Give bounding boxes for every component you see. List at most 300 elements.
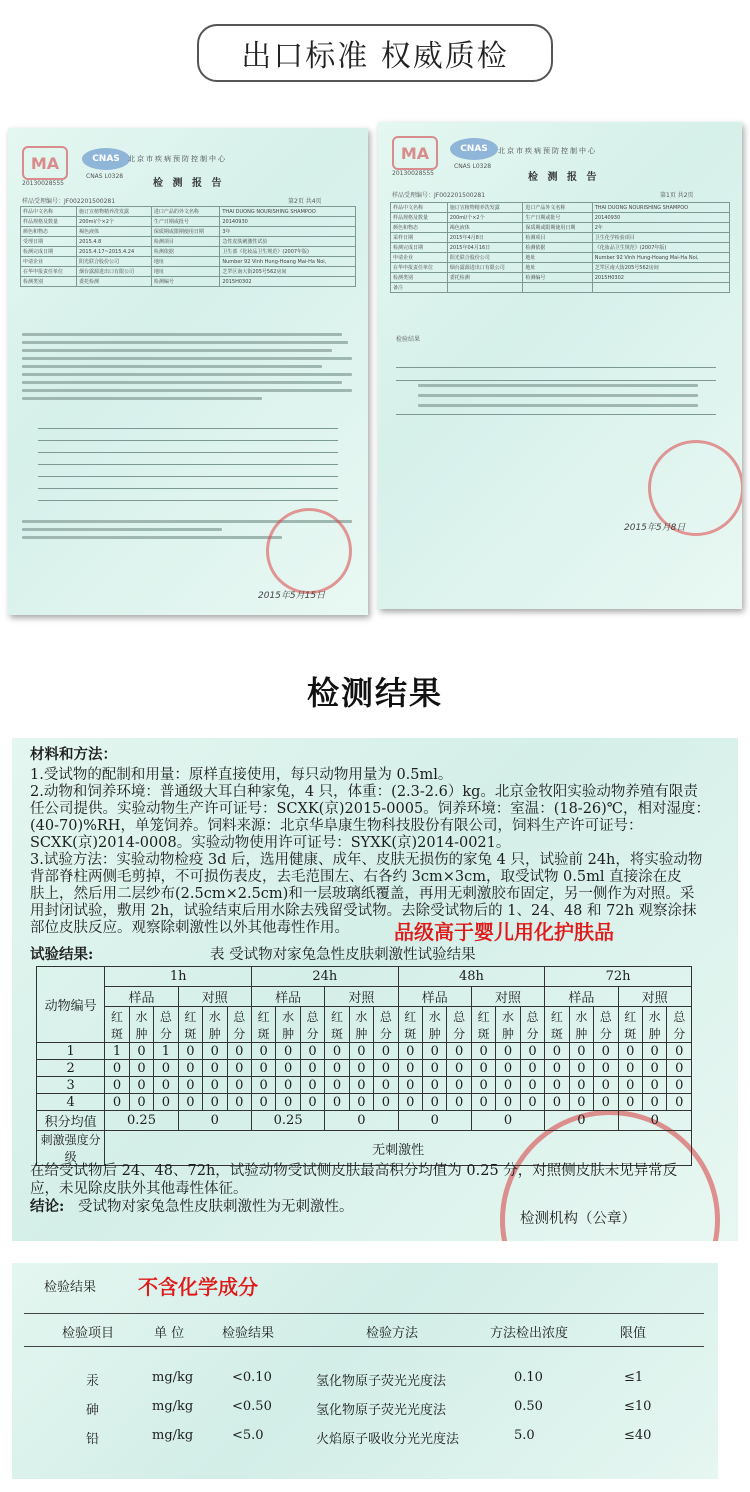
score-cell: 0	[642, 1043, 666, 1060]
info-cell: 烟台露源进出口有限公司	[447, 263, 523, 273]
conclusion-line-1: 在给受试物后 24、48、72h，试验动物受试侧皮肤最高积分均值为 0.25 分，对照侧皮肤未见异常反	[30, 1163, 678, 1179]
highlight-text-2: 不含化学成分	[138, 1275, 258, 1299]
info-cell: 进口产品外文名称	[523, 203, 592, 213]
score-cell: 0	[398, 1094, 422, 1111]
info-cell: 备注	[391, 283, 448, 293]
info-cell: 地址	[523, 263, 592, 273]
cert-code: 20130028555	[22, 180, 64, 187]
info-cell: 委托检测	[447, 273, 523, 283]
score-cell: 0	[496, 1094, 520, 1111]
info-cell: 2015.4.8	[77, 237, 152, 247]
info-cell: 2015年4月8日	[447, 233, 523, 243]
result-cell: mg/kg	[152, 1428, 194, 1443]
info-cell: 颜色和物态	[21, 227, 77, 237]
score-cell: 0	[300, 1043, 324, 1060]
method-line: 部位皮肤反应。观察除刺激性以外其他毒性作用。	[30, 920, 349, 936]
score-cell: 0	[251, 1094, 275, 1111]
score-cell: 0	[154, 1060, 178, 1077]
report-image-left	[8, 128, 368, 615]
col-header: 总分	[667, 1007, 692, 1043]
score-cell: 0	[374, 1060, 398, 1077]
result-col-header: 单 位	[154, 1326, 185, 1341]
score-cell: 0	[276, 1043, 300, 1060]
info-cell: 在华申报责任单位	[21, 267, 77, 277]
score-cell: 0	[325, 1043, 349, 1060]
avg-cell: 0	[325, 1111, 398, 1131]
col-header: 红斑	[471, 1007, 495, 1043]
section-title: 检测结果	[306, 674, 443, 712]
score-cell: 0	[618, 1060, 642, 1077]
org-name: 北京市疾病预防控制中心	[498, 147, 597, 155]
table-row	[37, 1094, 692, 1111]
page-no: 第2页 共4页	[288, 198, 322, 205]
result-col-header: 限值	[620, 1326, 647, 1341]
info-cell: 褐色液体	[77, 227, 152, 237]
score-cell: 0	[569, 1077, 593, 1094]
grade-value: 无刺激性	[105, 1131, 692, 1166]
result-col-header: 检验方法	[366, 1326, 419, 1341]
materials-heading: 材料和方法：	[30, 746, 117, 763]
score-cell: 0	[569, 1043, 593, 1060]
score-cell: 0	[129, 1060, 153, 1077]
bottom-label: 检验结果	[44, 1280, 97, 1295]
score-cell: 0	[349, 1077, 373, 1094]
score-cell: 0	[203, 1060, 227, 1077]
score-cell: 0	[594, 1043, 618, 1060]
score-cell: 0	[178, 1060, 202, 1077]
cnas-logo: CNAS	[82, 148, 130, 170]
group-header: 样品	[398, 987, 471, 1007]
info-cell: 2015年04月16日	[447, 243, 523, 253]
info-cell: 3年	[220, 227, 356, 237]
group-header: 对照	[178, 987, 251, 1007]
score-cell: 0	[276, 1060, 300, 1077]
score-cell: 0	[642, 1077, 666, 1094]
score-cell: 0	[423, 1043, 447, 1060]
info-cell: 褐色液体	[447, 223, 523, 233]
score-cell: 0	[129, 1077, 153, 1094]
info-cell: 烟台露源进出口有限公司	[77, 267, 152, 277]
score-cell: 0	[349, 1094, 373, 1111]
score-cell: 0	[374, 1043, 398, 1060]
info-cell: 在华申报责任单位	[391, 263, 448, 273]
score-cell: 0	[374, 1077, 398, 1094]
score-cell: 0	[276, 1077, 300, 1094]
animal-id: 4	[37, 1094, 105, 1111]
info-cell: 地址	[151, 257, 220, 267]
info-cell: 生产日期或批号	[151, 217, 220, 227]
time-header: 1h	[105, 967, 252, 987]
info-table	[390, 202, 730, 293]
info-cell: 卫生化学检验项目	[592, 233, 729, 243]
info-cell: Number 92 Vinh Hung-Hoang Mai-Ha Noi,	[220, 257, 356, 267]
info-cell: 2015H0302	[592, 273, 729, 283]
highlight-text: 品级高于婴儿用化护肤品	[394, 920, 614, 944]
result-cell: mg/kg	[152, 1399, 194, 1414]
info-cell: 检测类别	[21, 277, 77, 287]
info-cell: 施订宣植物精养洗发露	[77, 207, 152, 217]
animal-id: 3	[37, 1077, 105, 1094]
group-header: 样品	[251, 987, 324, 1007]
time-header: 72h	[545, 967, 692, 987]
info-cell: 检测完成日期	[21, 247, 77, 257]
method-line: SCXK(京)2014-0008。实验动物使用许可证号：SYXK(京)2014-0021。	[30, 835, 511, 851]
score-cell: 0	[203, 1094, 227, 1111]
score-cell: 0	[520, 1094, 544, 1111]
result-cell: ≤40	[624, 1428, 652, 1443]
method-line: 1.受试物的配制和用量：原样直接使用，每只动物用量为 0.5ml。	[30, 767, 453, 783]
animal-id: 2	[37, 1060, 105, 1077]
score-cell: 0	[667, 1060, 692, 1077]
info-cell: 检测依据	[151, 247, 220, 257]
score-cell: 0	[618, 1077, 642, 1094]
info-cell: 申请企业	[21, 257, 77, 267]
info-cell: 检测完成日期	[391, 243, 448, 253]
sample-no: 样品受理编号：JF002201500281	[392, 192, 486, 199]
score-cell: 0	[154, 1077, 178, 1094]
score-cell: 0	[545, 1043, 569, 1060]
score-cell: 0	[447, 1077, 471, 1094]
cnas-logo: CNAS	[450, 138, 498, 160]
sample-no: 样品受理编号：JF002201500281	[22, 198, 116, 205]
info-cell: 施订宣植物精养洗发露	[447, 203, 523, 213]
group-header: 样品	[545, 987, 618, 1007]
info-cell: THAI DUONG NOURISHING SHAMPOO	[592, 203, 729, 213]
info-cell: 芝罘区南大街205号562房间	[220, 267, 356, 277]
col-header: 红斑	[325, 1007, 349, 1043]
score-cell: 0	[251, 1060, 275, 1077]
ma-logo: MA	[22, 146, 68, 180]
red-seal	[266, 508, 352, 594]
irritation-table	[36, 966, 692, 1166]
info-row	[21, 217, 356, 227]
group-header: 对照	[471, 987, 544, 1007]
method-line: 用封闭试验，敷用 2h，试验结束后用水除去残留受试物。去除受试物后的 1、24、48 和 72h 观察涂抹	[30, 903, 697, 919]
score-cell: 0	[569, 1094, 593, 1111]
col-header: 总分	[300, 1007, 324, 1043]
info-cell: 阳光联合股份公司	[77, 257, 152, 267]
result-cell: 0.50	[514, 1399, 543, 1414]
info-cell: 采样日期	[391, 233, 448, 243]
animal-header: 动物编号	[37, 967, 105, 1043]
score-cell: 0	[471, 1060, 495, 1077]
info-cell	[592, 283, 729, 293]
score-cell: 0	[642, 1094, 666, 1111]
result-cell: 0.10	[514, 1370, 543, 1385]
score-cell: 0	[545, 1094, 569, 1111]
org-seal-label: 检测机构（公章）	[520, 1211, 636, 1227]
score-cell: 0	[520, 1077, 544, 1094]
score-cell: 0	[423, 1094, 447, 1111]
method-line: 肤上，然后用二层纱布(2.5cm×2.5cm)和一层玻璃纸覆盖，再用无刺激胶布固定，另一侧作为对照。采	[30, 886, 695, 902]
info-cell: 20140930	[592, 213, 729, 223]
method-line: 3.试验方法：实验动物检疫 3d 后，选用健康、成年、皮肤无损伤的家兔 4 只，试验前 24h，将实验动物	[30, 852, 703, 868]
cnas-code: CNAS L0328	[86, 173, 124, 180]
score-cell: 0	[349, 1060, 373, 1077]
method-line: 2.动物和饲养环境：普通级大耳白种家兔，4 只，体重：(2.3-2.6）kg。北京金牧阳实验动物养殖有限责	[30, 784, 698, 800]
score-cell: 0	[178, 1077, 202, 1094]
avg-cell: 0	[178, 1111, 251, 1131]
info-cell: 受理日期	[21, 237, 77, 247]
report-date: 2015年5月15日	[258, 591, 326, 601]
info-cell: 卫生部《化妆品卫生规范》(2007年版)	[220, 247, 356, 257]
info-table	[20, 206, 356, 287]
info-row	[21, 207, 356, 217]
score-cell: 0	[667, 1094, 692, 1111]
col-header: 总分	[227, 1007, 251, 1043]
score-cell: 0	[300, 1077, 324, 1094]
result-col-header: 检验结果	[222, 1326, 275, 1341]
score-cell: 0	[569, 1060, 593, 1077]
result-cell: <0.10	[232, 1370, 272, 1385]
result-col-header: 方法检出浓度	[490, 1326, 569, 1341]
score-cell: 0	[227, 1094, 251, 1111]
info-cell: 样品中文名称	[391, 203, 448, 213]
score-cell: 0	[520, 1060, 544, 1077]
info-cell: 200ml/个×2个	[77, 217, 152, 227]
info-cell: 委托检测	[77, 277, 152, 287]
report-image-right	[378, 122, 742, 609]
info-cell: 2015.4.17~2015.4.24	[77, 247, 152, 257]
info-cell: 保质期或限期使用日期	[523, 223, 592, 233]
info-cell: 生产日期或批号	[523, 213, 592, 223]
col-header: 水肿	[276, 1007, 300, 1043]
score-cell: 0	[251, 1043, 275, 1060]
col-header: 水肿	[642, 1007, 666, 1043]
score-cell: 0	[325, 1094, 349, 1111]
col-header: 水肿	[496, 1007, 520, 1043]
score-cell: 0	[300, 1060, 324, 1077]
score-cell: 0	[154, 1094, 178, 1111]
info-cell: THAI DUONG NOURISHING SHAMPOO	[220, 207, 356, 217]
animal-id: 1	[37, 1043, 105, 1060]
score-cell: 0	[471, 1043, 495, 1060]
result-cell: ≤1	[624, 1370, 644, 1385]
col-header: 水肿	[423, 1007, 447, 1043]
info-row	[21, 257, 356, 267]
page-no: 第1页 共2页	[660, 192, 694, 199]
table-row	[37, 1043, 692, 1060]
info-cell: 200ml/个×2个	[447, 213, 523, 223]
conclusion-line-2: 应，未见除皮肤外其他毒性体征。	[30, 1181, 248, 1197]
report-title: 检 测 报 告	[153, 178, 225, 189]
score-cell: 0	[594, 1094, 618, 1111]
info-cell: 2015H0302	[220, 277, 356, 287]
info-row	[21, 227, 356, 237]
col-header: 红斑	[618, 1007, 642, 1043]
score-cell: 0	[447, 1060, 471, 1077]
info-cell: 申请企业	[391, 253, 448, 263]
col-header: 红斑	[545, 1007, 569, 1043]
ma-logo: MA	[392, 136, 438, 170]
info-cell: 检测编号	[523, 273, 592, 283]
score-cell: 0	[642, 1060, 666, 1077]
score-cell: 0	[178, 1094, 202, 1111]
grade-label: 刺激强度分级	[37, 1131, 105, 1166]
col-header: 总分	[520, 1007, 544, 1043]
result-cell: ≤10	[624, 1399, 652, 1414]
info-row	[391, 273, 730, 283]
score-cell: 1	[154, 1043, 178, 1060]
report-date: 2015年5月8日	[624, 523, 686, 533]
info-cell: 阳光联合股份公司	[447, 253, 523, 263]
col-header: 水肿	[203, 1007, 227, 1043]
col-header: 水肿	[349, 1007, 373, 1043]
info-cell: 保质期或限期使用日期	[151, 227, 220, 237]
result-cell: 氢化物原子荧光光度法	[316, 1374, 447, 1389]
score-cell: 0	[105, 1060, 129, 1077]
conclusion-label: 结论:	[30, 1198, 65, 1215]
info-cell: 样品规格及数量	[391, 213, 448, 223]
result-label: 检验结果	[396, 336, 421, 343]
info-cell: 样品规格及数量	[21, 217, 77, 227]
info-row	[391, 233, 730, 243]
info-row	[21, 247, 356, 257]
info-row	[391, 203, 730, 213]
score-cell: 0	[423, 1060, 447, 1077]
info-cell: 20140930	[220, 217, 356, 227]
info-cell: 芝罘区南大街205号562房间	[592, 263, 729, 273]
score-cell: 0	[325, 1060, 349, 1077]
col-header: 水肿	[129, 1007, 153, 1043]
report-title: 检 测 报 告	[528, 172, 600, 183]
score-cell: 0	[203, 1077, 227, 1094]
info-cell: 检测项目	[151, 237, 220, 247]
info-cell: 检测编号	[151, 277, 220, 287]
info-row	[391, 283, 730, 293]
conclusion-text: 受试物对家兔急性皮肤刺激性为无刺激性。	[78, 1199, 354, 1215]
result-cell: 砷	[86, 1403, 100, 1418]
col-header: 总分	[154, 1007, 178, 1043]
method-line: 背部脊柱两侧毛剪掉，不可损伤表皮，去毛范围左、右各约 3cm×3cm，取受试物 0.5ml 直接涂在皮	[30, 869, 682, 885]
result-heading: 试验结果:	[30, 946, 94, 963]
score-cell: 0	[594, 1060, 618, 1077]
avg-cell: 0	[398, 1111, 471, 1131]
info-cell: 检测类别	[391, 273, 448, 283]
table-row	[37, 1060, 692, 1077]
score-cell: 0	[325, 1077, 349, 1094]
method-line: 任公司提供。实验动物生产许可证号：SCXK(京)2015-0005。饲养环境：室温：(18-26)℃，相对湿度：	[30, 801, 711, 817]
info-row	[391, 223, 730, 233]
info-cell: 地址	[523, 253, 592, 263]
cnas-code: CNAS L0328	[454, 163, 492, 170]
avg-cell: 0.25	[251, 1111, 324, 1131]
score-cell: 0	[471, 1077, 495, 1094]
result-col-header: 检验项目	[62, 1326, 115, 1341]
info-row	[21, 267, 356, 277]
score-cell: 0	[251, 1077, 275, 1094]
info-cell: 检测依据	[523, 243, 592, 253]
result-cell: 火焰原子吸收分光光度法	[316, 1432, 460, 1447]
score-cell: 0	[496, 1043, 520, 1060]
info-cell: 地址	[151, 267, 220, 277]
time-header: 48h	[398, 967, 545, 987]
group-header: 对照	[325, 987, 398, 1007]
table-row	[37, 1077, 692, 1094]
info-row	[21, 277, 356, 287]
score-cell: 0	[667, 1043, 692, 1060]
header-title: 出口标准 权威质检	[197, 24, 553, 82]
info-cell: Number 92 Vinh Hung-Hoang Mai-Ha Noi,	[592, 253, 729, 263]
col-header: 总分	[594, 1007, 618, 1043]
info-row	[21, 237, 356, 247]
result-cell: mg/kg	[152, 1370, 194, 1385]
avg-cell: 0.25	[105, 1111, 178, 1131]
score-cell: 0	[398, 1043, 422, 1060]
score-cell: 0	[447, 1094, 471, 1111]
info-cell: 颜色和物态	[391, 223, 448, 233]
score-cell: 0	[105, 1077, 129, 1094]
table-caption: 表 受试物对家兔急性皮肤刺激性试验结果	[210, 947, 476, 963]
score-cell: 0	[203, 1043, 227, 1060]
score-cell: 0	[398, 1060, 422, 1077]
col-header: 水肿	[569, 1007, 593, 1043]
col-header: 红斑	[178, 1007, 202, 1043]
score-cell: 0	[496, 1077, 520, 1094]
score-cell: 0	[618, 1094, 642, 1111]
time-header: 24h	[251, 967, 398, 987]
col-header: 红斑	[398, 1007, 422, 1043]
score-cell: 0	[227, 1043, 251, 1060]
score-cell: 0	[105, 1094, 129, 1111]
col-header: 红斑	[105, 1007, 129, 1043]
info-cell: 急性皮肤刺激性试验	[220, 237, 356, 247]
info-cell: 检测项目	[523, 233, 592, 243]
cert-code: 20130028555	[392, 170, 434, 177]
score-cell: 1	[105, 1043, 129, 1060]
score-cell: 0	[667, 1077, 692, 1094]
avg-cell: 0	[545, 1111, 618, 1131]
info-cell: 进口产品的外文名称	[151, 207, 220, 217]
avg-cell: 0	[471, 1111, 544, 1131]
score-cell: 0	[471, 1094, 495, 1111]
score-cell: 0	[398, 1077, 422, 1094]
info-row	[391, 263, 730, 273]
avg-label: 积分均值	[37, 1111, 105, 1131]
result-cell: <5.0	[232, 1428, 264, 1443]
group-header: 样品	[105, 987, 178, 1007]
avg-cell: 0	[618, 1111, 691, 1131]
info-cell: 2年	[592, 223, 729, 233]
score-cell: 0	[178, 1043, 202, 1060]
info-cell: 《化妆品卫生规范》(2007年版)	[592, 243, 729, 253]
group-header: 对照	[618, 987, 691, 1007]
score-cell: 0	[300, 1094, 324, 1111]
score-cell: 0	[276, 1094, 300, 1111]
score-cell: 0	[227, 1060, 251, 1077]
score-cell: 0	[618, 1043, 642, 1060]
score-cell: 0	[447, 1043, 471, 1060]
info-cell	[523, 283, 592, 293]
info-row	[391, 253, 730, 263]
method-line: (40-70)%RH，单笼饲养。饲料来源：北京华阜康生物科技股份有限公司，饲料生产许可证号：	[30, 818, 643, 834]
result-cell: 氢化物原子荧光光度法	[316, 1403, 447, 1418]
score-cell: 0	[520, 1043, 544, 1060]
score-cell: 0	[129, 1043, 153, 1060]
col-header: 总分	[447, 1007, 471, 1043]
score-cell: 0	[594, 1077, 618, 1094]
score-cell: 0	[349, 1043, 373, 1060]
info-cell: 样品中文名称	[21, 207, 77, 217]
col-header: 总分	[374, 1007, 398, 1043]
score-cell: 0	[227, 1077, 251, 1094]
info-row	[391, 213, 730, 223]
result-cell: <0.50	[232, 1399, 272, 1414]
col-header: 红斑	[251, 1007, 275, 1043]
info-cell	[447, 283, 523, 293]
info-row	[391, 243, 730, 253]
result-cell: 铅	[86, 1432, 100, 1447]
